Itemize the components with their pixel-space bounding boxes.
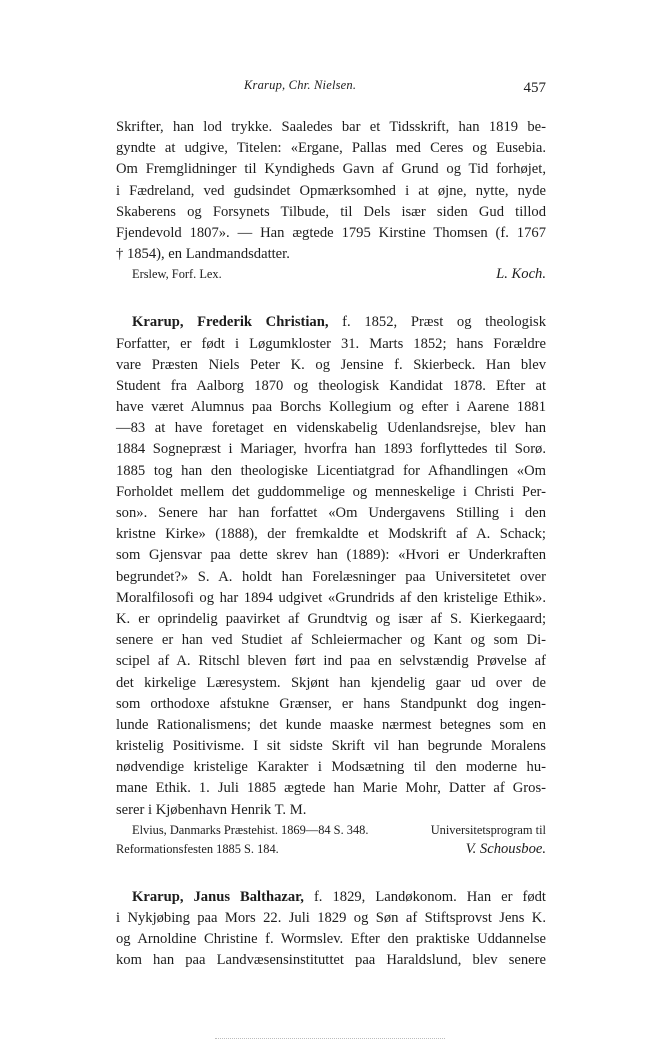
- text-line: kristelig Positivisme. I sit sidste Skrift vil han begrunde Moralens: [116, 738, 546, 755]
- text-line: Fjendevold 1807». — Han ægtede 1795 Kirstine Thomsen (f. 1767: [116, 224, 546, 241]
- text-line: kom han paa Landvæsensinstituttet paa Haraldslund, blev senere: [116, 952, 546, 969]
- source-reference: [116, 840, 546, 859]
- source-text: Erslew, Forf. Lex.: [132, 267, 222, 282]
- source-text: Elvius, Danmarks Præstehist. 1869—84 S. 348.: [132, 822, 369, 837]
- entry-first-line-text: f. 1852, Præst og theologisk: [328, 314, 546, 331]
- text-line: 1884 Sognepræst i Mariager, hvorfra han 1893 forflyttedes til Sorø.: [116, 441, 546, 458]
- text-line: Moralfilosofi og har 1894 udgivet «Grundrids af den kristelige Ethik».: [116, 589, 546, 606]
- page-number: 457: [523, 80, 546, 96]
- running-head: Krarup, Chr. Nielsen.: [244, 78, 357, 92]
- text-line: som orthodoxe afstukne Grænser, er hans Standpunkt dog ingen-: [116, 695, 546, 712]
- text-line: son». Senere har han forfattet «Om Undergavens Stilling i den: [116, 505, 546, 521]
- entry-first-line-text: f. 1829, Landøkonom. Han er født: [303, 888, 546, 905]
- text-line: Skrifter, han lod trykke. Saaledes bar et Tidsskrift, han 1819 be-: [116, 119, 546, 135]
- entry-krarup-frederik-christian: [116, 312, 546, 859]
- entry-krarup-chr-nielsen: [116, 117, 546, 284]
- text-line: K. er oprindelig paavirket af Grundtvig og især af S. Kierkegaard;: [116, 610, 546, 627]
- page-body: [116, 117, 546, 972]
- text-line: vare Præsten Niels Peter K. og Jensine f. Skierbeck. Han blev: [116, 356, 546, 373]
- text-line: Student fra Aalborg 1870 og theologisk Kandidat 1878. Efter at: [116, 377, 546, 394]
- entry-heading: Krarup, Janus Balthazar,: [132, 888, 304, 905]
- text-line: Forholdet mellem det guddommelige og menneskelige i Christi Per-: [116, 483, 546, 500]
- text-line: mane Ethik. 1. Juli 1885 ægtede han Marie Mohr, Datter af Gros-: [116, 780, 546, 797]
- source-text: Universitetsprogram til: [430, 822, 546, 837]
- entry-author: L. Koch.: [496, 266, 546, 283]
- entry-krarup-janus-balthazar: [116, 887, 546, 972]
- text-line: —83 at have foretaget en videnskabelig Udenlandsrejse, blev han: [116, 420, 546, 437]
- text-line: begrundet?» S. A. holdt han Forelæsninger paa Universitetet over: [116, 568, 546, 585]
- text-line: nødvendige kristelige Karakter i Modsætning til den moderne hu-: [116, 759, 546, 776]
- text-line: i Nykjøbing paa Mors 22. Juli 1829 og Søn af Stiftsprovst Jens K.: [116, 910, 546, 926]
- source-reference: [116, 821, 546, 840]
- text-line: det kirkelige Læresystem. Skjønt han kjendelig gaar ud over de: [116, 674, 546, 691]
- text-line: Om Fremglidninger til Kyndigheds Gavn af Grund og Tid forhøjet,: [116, 161, 546, 178]
- text-line: som Gjensvar paa dette skrev han (1889): «Hvori er Underkraften: [116, 547, 546, 564]
- entry-heading: Krarup, Frederik Christian,: [132, 314, 329, 331]
- text-line: kristne Kirke» (1888), der fremkaldte et Modskrift af A. Schack;: [116, 526, 546, 543]
- text-line: lunde Rationalismens; det kunde maaske nærmest betegnes som en: [116, 716, 546, 733]
- text-line: senere er han ved Studiet af Schleiermacher og Kant og som Di-: [116, 632, 546, 649]
- entry-first-line: [116, 312, 546, 333]
- entry-first-line: [116, 887, 546, 908]
- text-line: gyndte at udgive, Titelen: «Ergane, Pallas med Ceres og Eusebia.: [116, 140, 546, 157]
- page-header: [116, 78, 546, 100]
- page-bottom-divider: [215, 1036, 445, 1039]
- text-line: scipel af A. Ritschl bleven ført ind paa en selvstændig Prøvelse af: [116, 653, 546, 670]
- text-line: Skaberens og Forsynets Tilbude, til Dels især siden Gud tillod: [116, 203, 546, 220]
- source-text: Reformationsfesten 1885 S. 184.: [116, 841, 279, 856]
- text-line: 1885 tog han den theologiske Licentiatgrad for Afhandlingen «Om: [116, 462, 546, 479]
- text-line: og Arnoldine Christine f. Wormslev. Efter den praktiske Uddannelse: [116, 931, 546, 948]
- text-line: † 1854), en Landmandsdatter.: [116, 246, 290, 263]
- text-line: serer i Kjøbenhavn Henrik T. M.: [116, 801, 307, 818]
- text-line: i Fædreland, ved gudsindet Opmærksomhed i at øjne, nytte, nyde: [116, 182, 546, 199]
- entry-author: V. Schousboe.: [465, 840, 546, 857]
- source-reference: [116, 265, 546, 284]
- text-line: have været Alumnus paa Borchs Kollegium og efter i Aarene 1881: [116, 399, 546, 416]
- text-line: Forfatter, er født i Løgumkloster 31. Marts 1852; hans Forældre: [116, 335, 546, 352]
